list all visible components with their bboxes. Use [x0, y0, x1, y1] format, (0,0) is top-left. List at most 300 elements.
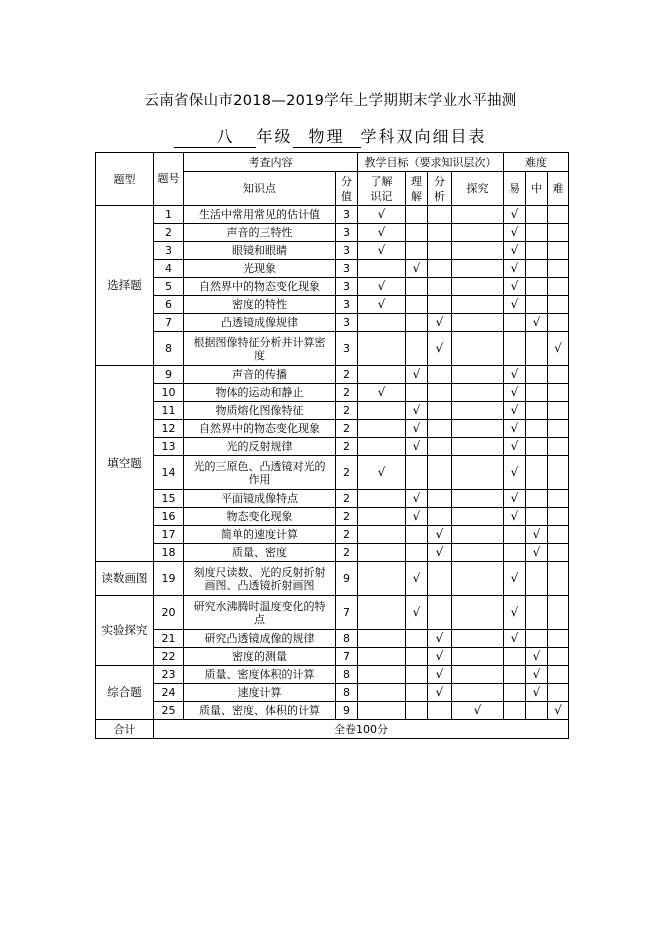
difficulty-easy-cell: [504, 544, 526, 562]
score-value: 2: [336, 490, 358, 508]
difficulty-medium-cell: √: [526, 648, 548, 666]
difficulty-easy-cell: √: [504, 242, 526, 260]
question-number: 8: [154, 332, 184, 366]
goal-explore-cell: [452, 366, 504, 384]
goal-comprehend-cell: [406, 456, 428, 490]
goal-analyze-cell: √: [428, 648, 452, 666]
goal-analyze-cell: √: [428, 666, 452, 684]
score-value: 3: [336, 314, 358, 332]
score-value: 8: [336, 630, 358, 648]
difficulty-medium-cell: [526, 402, 548, 420]
goal-explore-cell: [452, 456, 504, 490]
goal-explore-cell: [452, 630, 504, 648]
goal-analyze-cell: [428, 242, 452, 260]
goal-explore-cell: [452, 314, 504, 332]
question-row: [96, 490, 569, 508]
knowledge-point: 研究水沸腾时温度变化的特点: [184, 596, 336, 630]
goal-comprehend-cell: [406, 648, 428, 666]
question-number: 17: [154, 526, 184, 544]
difficulty-hard-cell: [548, 544, 569, 562]
subject-value: 物理: [293, 127, 361, 148]
goal-analyze-cell: [428, 420, 452, 438]
question-row: [96, 366, 569, 384]
difficulty-hard-cell: √: [548, 702, 569, 720]
score-value: 2: [336, 384, 358, 402]
question-number: 15: [154, 490, 184, 508]
difficulty-hard-cell: [548, 562, 569, 596]
question-number: 3: [154, 242, 184, 260]
goal-analyze-cell: √: [428, 332, 452, 366]
difficulty-hard-cell: √: [548, 332, 569, 366]
difficulty-easy-cell: [504, 666, 526, 684]
difficulty-hard-cell: [548, 526, 569, 544]
total-label: 合计: [96, 720, 154, 739]
goal-analyze-cell: [428, 224, 452, 242]
goal-comprehend-cell: [406, 684, 428, 702]
question-type: 选择题: [96, 206, 154, 366]
difficulty-hard-cell: [548, 366, 569, 384]
question-row: [96, 402, 569, 420]
difficulty-hard-cell: [548, 508, 569, 526]
score-value: 8: [336, 666, 358, 684]
goal-analyze-cell: [428, 384, 452, 402]
score-value: 3: [336, 242, 358, 260]
knowledge-point: 声音的三特性: [184, 224, 336, 242]
question-type: 填空题: [96, 366, 154, 562]
goal-analyze-cell: [428, 278, 452, 296]
goal-understand-cell: [358, 666, 406, 684]
goal-comprehend-cell: [406, 242, 428, 260]
difficulty-easy-cell: √: [504, 596, 526, 630]
goal-understand-cell: [358, 402, 406, 420]
question-number: 7: [154, 314, 184, 332]
difficulty-hard-cell: [548, 384, 569, 402]
difficulty-hard-cell: [548, 438, 569, 456]
goal-explore-cell: [452, 684, 504, 702]
question-number: 20: [154, 596, 184, 630]
knowledge-point: 光的三原色、凸透镜对光的作用: [184, 456, 336, 490]
difficulty-hard-cell: [548, 456, 569, 490]
goal-understand-cell: √: [358, 206, 406, 224]
goal-comprehend-cell: [406, 314, 428, 332]
header-type: 题型: [96, 153, 154, 206]
question-number: 2: [154, 224, 184, 242]
difficulty-medium-cell: [526, 490, 548, 508]
goal-analyze-cell: √: [428, 314, 452, 332]
goal-explore-cell: [452, 278, 504, 296]
goal-comprehend-cell: √: [406, 438, 428, 456]
score-value: 2: [336, 508, 358, 526]
goal-analyze-cell: [428, 562, 452, 596]
difficulty-medium-cell: √: [526, 666, 548, 684]
difficulty-easy-cell: √: [504, 402, 526, 420]
score-value: 3: [336, 296, 358, 314]
goal-understand-cell: [358, 438, 406, 456]
score-value: 3: [336, 224, 358, 242]
difficulty-easy-cell: √: [504, 490, 526, 508]
goal-explore-cell: [452, 224, 504, 242]
difficulty-hard-cell: [548, 490, 569, 508]
difficulty-easy-cell: √: [504, 456, 526, 490]
goal-analyze-cell: [428, 438, 452, 456]
goal-explore-cell: [452, 402, 504, 420]
score-value: 9: [336, 702, 358, 720]
grade-suffix: 年级: [256, 127, 293, 146]
knowledge-point: 速度计算: [184, 684, 336, 702]
question-row: [96, 630, 569, 648]
difficulty-medium-cell: [526, 260, 548, 278]
goal-comprehend-cell: [406, 278, 428, 296]
total-value: 全卷100分: [154, 720, 569, 739]
goal-explore-cell: [452, 332, 504, 366]
goal-explore-cell: [452, 438, 504, 456]
goal-comprehend-cell: [406, 630, 428, 648]
difficulty-medium-cell: [526, 332, 548, 366]
difficulty-medium-cell: [526, 242, 548, 260]
grade-underline-lead: [174, 127, 194, 148]
difficulty-easy-cell: √: [504, 366, 526, 384]
goal-analyze-cell: √: [428, 526, 452, 544]
goal-understand-cell: √: [358, 296, 406, 314]
grade-value: 八: [194, 127, 256, 148]
goal-comprehend-cell: [406, 544, 428, 562]
difficulty-medium-cell: [526, 278, 548, 296]
question-number: 4: [154, 260, 184, 278]
goal-understand-cell: [358, 260, 406, 278]
difficulty-hard-cell: [548, 314, 569, 332]
question-number: 24: [154, 684, 184, 702]
question-row: [96, 562, 569, 596]
knowledge-point: 物体的运动和静止: [184, 384, 336, 402]
question-number: 9: [154, 366, 184, 384]
header-medium: 中: [526, 172, 548, 206]
difficulty-hard-cell: [548, 420, 569, 438]
goal-understand-cell: √: [358, 278, 406, 296]
knowledge-point: 凸透镜成像规律: [184, 314, 336, 332]
question-row: [96, 296, 569, 314]
question-row: [96, 684, 569, 702]
goal-understand-cell: [358, 562, 406, 596]
question-number: 23: [154, 666, 184, 684]
goal-understand-cell: [358, 630, 406, 648]
score-value: 8: [336, 684, 358, 702]
difficulty-hard-cell: [548, 630, 569, 648]
goal-analyze-cell: √: [428, 630, 452, 648]
difficulty-hard-cell: [548, 666, 569, 684]
goal-comprehend-cell: [406, 702, 428, 720]
difficulty-medium-cell: [526, 702, 548, 720]
goal-understand-cell: [358, 596, 406, 630]
goal-explore-cell: [452, 544, 504, 562]
goal-understand-cell: [358, 702, 406, 720]
difficulty-medium-cell: [526, 384, 548, 402]
difficulty-medium-cell: [526, 366, 548, 384]
header-number: 题号: [154, 153, 184, 206]
difficulty-medium-cell: √: [526, 544, 548, 562]
goal-analyze-cell: [428, 296, 452, 314]
question-row: [96, 278, 569, 296]
goal-explore-cell: [452, 526, 504, 544]
knowledge-point: 质量、密度体积的计算: [184, 666, 336, 684]
question-number: 1: [154, 206, 184, 224]
goal-explore-cell: [452, 242, 504, 260]
knowledge-point: 简单的速度计算: [184, 526, 336, 544]
knowledge-point: 光的反射规律: [184, 438, 336, 456]
goal-analyze-cell: [428, 490, 452, 508]
header-knowledge: 知识点: [184, 172, 336, 206]
goal-understand-cell: √: [358, 456, 406, 490]
question-number: 6: [154, 296, 184, 314]
difficulty-medium-cell: [526, 562, 548, 596]
goal-comprehend-cell: [406, 296, 428, 314]
goal-analyze-cell: √: [428, 684, 452, 702]
difficulty-medium-cell: [526, 224, 548, 242]
difficulty-easy-cell: [504, 332, 526, 366]
goal-explore-cell: [452, 648, 504, 666]
question-number: 14: [154, 456, 184, 490]
goal-understand-cell: [358, 332, 406, 366]
goal-analyze-cell: [428, 456, 452, 490]
goal-analyze-cell: √: [428, 544, 452, 562]
goal-explore-cell: [452, 562, 504, 596]
table-subtitle: [0, 127, 661, 148]
difficulty-easy-cell: √: [504, 224, 526, 242]
score-value: 3: [336, 278, 358, 296]
subtitle-suffix: 学科双向细目表: [360, 127, 487, 146]
header-easy: 易: [504, 172, 526, 206]
total-row: [96, 720, 569, 739]
header-understand: 了解识记: [358, 172, 406, 206]
difficulty-easy-cell: √: [504, 420, 526, 438]
knowledge-point: 自然界中的物态变化现象: [184, 420, 336, 438]
goal-comprehend-cell: [406, 332, 428, 366]
goal-comprehend-cell: [406, 224, 428, 242]
question-row: [96, 206, 569, 224]
question-row: [96, 332, 569, 366]
difficulty-easy-cell: [504, 648, 526, 666]
question-number: 5: [154, 278, 184, 296]
specification-table: [95, 152, 569, 739]
question-row: [96, 438, 569, 456]
goal-analyze-cell: [428, 366, 452, 384]
goal-comprehend-cell: [406, 384, 428, 402]
knowledge-point: 质量、密度、体积的计算: [184, 702, 336, 720]
knowledge-point: 眼镜和眼睛: [184, 242, 336, 260]
difficulty-easy-cell: √: [504, 562, 526, 596]
goal-comprehend-cell: √: [406, 402, 428, 420]
goal-analyze-cell: [428, 508, 452, 526]
goal-comprehend-cell: √: [406, 596, 428, 630]
knowledge-point: 光现象: [184, 260, 336, 278]
difficulty-hard-cell: [548, 242, 569, 260]
knowledge-point: 研究凸透镜成像的规律: [184, 630, 336, 648]
difficulty-medium-cell: [526, 296, 548, 314]
knowledge-point: 质量、密度: [184, 544, 336, 562]
goal-comprehend-cell: [406, 206, 428, 224]
question-row: [96, 456, 569, 490]
score-value: 3: [336, 332, 358, 366]
question-number: 19: [154, 562, 184, 596]
question-type: 实验探究: [96, 596, 154, 666]
question-row: [96, 596, 569, 630]
goal-comprehend-cell: [406, 526, 428, 544]
question-number: 12: [154, 420, 184, 438]
header-row-1: [96, 153, 569, 172]
goal-analyze-cell: [428, 596, 452, 630]
question-number: 18: [154, 544, 184, 562]
goal-explore-cell: [452, 490, 504, 508]
difficulty-hard-cell: [548, 206, 569, 224]
goal-comprehend-cell: √: [406, 508, 428, 526]
goal-understand-cell: [358, 314, 406, 332]
goal-understand-cell: [358, 366, 406, 384]
difficulty-easy-cell: [504, 526, 526, 544]
difficulty-medium-cell: [526, 420, 548, 438]
question-number: 11: [154, 402, 184, 420]
goal-explore-cell: [452, 260, 504, 278]
question-number: 16: [154, 508, 184, 526]
header-hard: 难: [548, 172, 569, 206]
goal-understand-cell: [358, 508, 406, 526]
question-number: 10: [154, 384, 184, 402]
score-value: 9: [336, 562, 358, 596]
goal-analyze-cell: [428, 260, 452, 278]
goal-understand-cell: [358, 648, 406, 666]
question-row: [96, 648, 569, 666]
goal-comprehend-cell: √: [406, 366, 428, 384]
goal-analyze-cell: [428, 402, 452, 420]
knowledge-point: 密度的测量: [184, 648, 336, 666]
goal-explore-cell: [452, 420, 504, 438]
goal-analyze-cell: [428, 702, 452, 720]
goal-understand-cell: [358, 544, 406, 562]
goal-understand-cell: √: [358, 242, 406, 260]
question-row: [96, 260, 569, 278]
goal-comprehend-cell: √: [406, 420, 428, 438]
score-value: 2: [336, 402, 358, 420]
knowledge-point: 平面镜成像特点: [184, 490, 336, 508]
knowledge-point: 根据图像特征分析并计算密度: [184, 332, 336, 366]
difficulty-easy-cell: √: [504, 438, 526, 456]
goal-understand-cell: √: [358, 224, 406, 242]
knowledge-point: 密度的特性: [184, 296, 336, 314]
difficulty-easy-cell: √: [504, 296, 526, 314]
difficulty-hard-cell: [548, 296, 569, 314]
header-goals: 教学目标（要求知识层次）: [358, 153, 504, 172]
question-row: [96, 508, 569, 526]
difficulty-medium-cell: √: [526, 314, 548, 332]
question-number: 25: [154, 702, 184, 720]
difficulty-easy-cell: √: [504, 206, 526, 224]
difficulty-easy-cell: √: [504, 278, 526, 296]
difficulty-hard-cell: [548, 596, 569, 630]
question-type: 读数画图: [96, 562, 154, 596]
score-value: 2: [336, 526, 358, 544]
goal-comprehend-cell: √: [406, 562, 428, 596]
difficulty-easy-cell: √: [504, 384, 526, 402]
difficulty-easy-cell: √: [504, 260, 526, 278]
difficulty-hard-cell: [548, 260, 569, 278]
score-value: 3: [336, 260, 358, 278]
header-comprehend: 理解: [406, 172, 428, 206]
question-row: [96, 314, 569, 332]
goal-explore-cell: [452, 508, 504, 526]
header-analyze: 分析: [428, 172, 452, 206]
question-row: [96, 666, 569, 684]
question-row: [96, 420, 569, 438]
difficulty-easy-cell: [504, 702, 526, 720]
question-row: [96, 224, 569, 242]
question-row: [96, 526, 569, 544]
goal-explore-cell: [452, 666, 504, 684]
score-value: 7: [336, 596, 358, 630]
question-type: 综合题: [96, 666, 154, 720]
question-row: [96, 384, 569, 402]
goal-understand-cell: [358, 684, 406, 702]
difficulty-easy-cell: [504, 684, 526, 702]
header-score: 分值: [336, 172, 358, 206]
difficulty-medium-cell: [526, 596, 548, 630]
score-value: 2: [336, 544, 358, 562]
score-value: 7: [336, 648, 358, 666]
knowledge-point: 刻度尺读数、光的反射折射画图、凸透镜折射画图: [184, 562, 336, 596]
table-body: [96, 206, 569, 720]
question-row: [96, 702, 569, 720]
goal-understand-cell: √: [358, 384, 406, 402]
difficulty-medium-cell: [526, 206, 548, 224]
score-value: 2: [336, 456, 358, 490]
difficulty-hard-cell: [548, 648, 569, 666]
difficulty-easy-cell: √: [504, 508, 526, 526]
header-content: 考查内容: [184, 153, 358, 172]
difficulty-medium-cell: [526, 456, 548, 490]
goal-analyze-cell: [428, 206, 452, 224]
document-title: 云南省保山市2018—2019学年上学期期末学业水平抽测: [144, 93, 517, 109]
difficulty-medium-cell: √: [526, 526, 548, 544]
difficulty-hard-cell: [548, 684, 569, 702]
difficulty-medium-cell: [526, 630, 548, 648]
knowledge-point: 生活中常用常见的估计值: [184, 206, 336, 224]
goal-explore-cell: [452, 384, 504, 402]
difficulty-easy-cell: √: [504, 630, 526, 648]
goal-explore-cell: [452, 206, 504, 224]
knowledge-point: 物态变化现象: [184, 508, 336, 526]
goal-explore-cell: [452, 596, 504, 630]
difficulty-medium-cell: √: [526, 684, 548, 702]
question-row: [96, 544, 569, 562]
score-value: 2: [336, 366, 358, 384]
knowledge-point: 声音的传播: [184, 366, 336, 384]
question-row: [96, 242, 569, 260]
difficulty-medium-cell: [526, 438, 548, 456]
goal-understand-cell: [358, 490, 406, 508]
difficulty-hard-cell: [548, 224, 569, 242]
goal-explore-cell: √: [452, 702, 504, 720]
score-value: 2: [336, 420, 358, 438]
goal-comprehend-cell: [406, 666, 428, 684]
knowledge-point: 自然界中的物态变化现象: [184, 278, 336, 296]
question-number: 21: [154, 630, 184, 648]
goal-understand-cell: [358, 420, 406, 438]
goal-understand-cell: [358, 526, 406, 544]
difficulty-hard-cell: [548, 278, 569, 296]
goal-comprehend-cell: √: [406, 260, 428, 278]
question-number: 22: [154, 648, 184, 666]
header-difficulty: 难度: [504, 153, 569, 172]
score-value: 3: [336, 206, 358, 224]
score-value: 2: [336, 438, 358, 456]
difficulty-easy-cell: [504, 314, 526, 332]
